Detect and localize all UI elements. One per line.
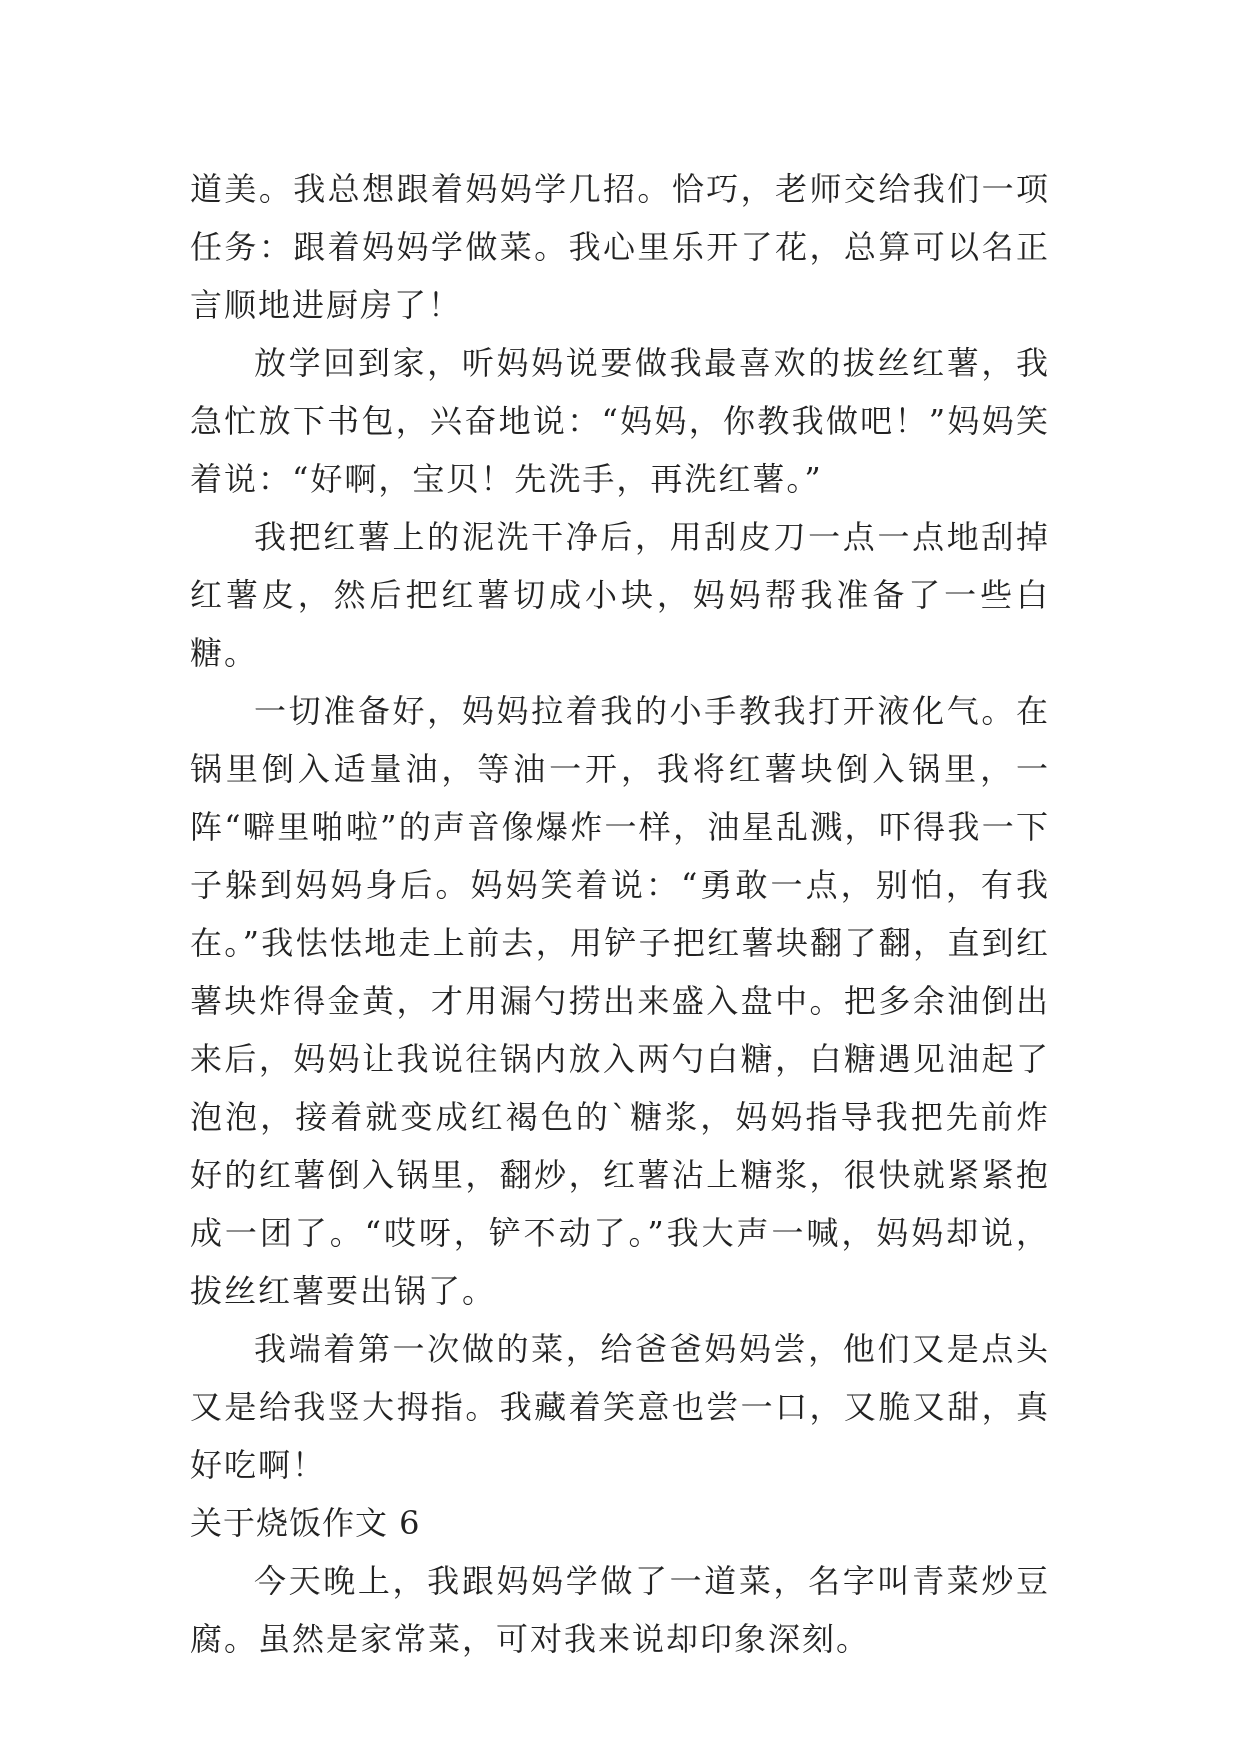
section-heading: 关于烧饭作文 6	[190, 1504, 421, 1542]
paragraph-coming-home: 放学回到家，听妈妈说要做我最喜欢的拔丝红薯，我急忙放下书包，兴奋地说：“妈妈，你教我做吧！”妈妈笑着说：“好啊，宝贝！先洗手，再洗红薯。”	[190, 344, 1050, 498]
paragraph-continued: 道美。我总想跟着妈妈学几招。恰巧，老师交给我们一项任务：跟着妈妈学做菜。我心里乐开了花，总算可以名正言顺地进厨房了！	[190, 170, 1050, 324]
paragraph-tasting: 我端着第一次做的菜，给爸爸妈妈尝，他们又是点头又是给我竖大拇指。我藏着笑意也尝一口，又脆又甜，真好吃啊！	[190, 1330, 1050, 1484]
document-page	[190, 160, 1050, 1668]
paragraph-cooking: 一切准备好，妈妈拉着我的小手教我打开液化气。在锅里倒入适量油，等油一开，我将红薯块倒入锅里，一阵“噼里啪啦”的声音像爆炸一样，油星乱溅，吓得我一下子躲到妈妈身后。妈妈笑着说：“勇敢一点，别怕，有我在。”我怯怯地走上前去，用铲子把红薯块翻了翻，直到红薯块炸得金黄，才用漏勺捞出来盛入盘中。把多余油倒出来后，妈妈让我说往锅内放入两勺白糖，白糖遇见油起了泡泡，接着就变成红褐色的`糖浆，妈妈指导我把先前炸好的红薯倒入锅里，翻炒，红薯沾上糖浆，很快就紧紧抱成一团了。“哎呀，铲不动了。”我大声一喊，妈妈却说，拔丝红薯要出锅了。	[190, 692, 1050, 1310]
paragraph-new-essay: 今天晚上，我跟妈妈学做了一道菜，名字叫青菜炒豆腐。虽然是家常菜，可对我来说却印象深刻。	[190, 1562, 1050, 1658]
paragraph-preparing-sweet-potato: 我把红薯上的泥洗干净后，用刮皮刀一点一点地刮掉红薯皮，然后把红薯切成小块，妈妈帮我准备了一些白糖。	[190, 518, 1050, 672]
